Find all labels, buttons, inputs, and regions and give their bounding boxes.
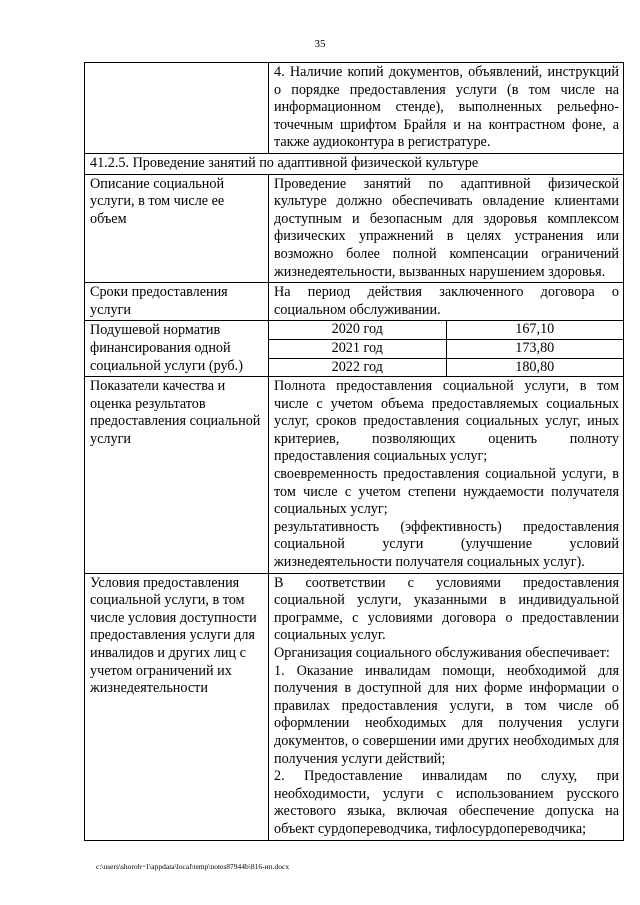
financing-value: 167,10 — [446, 321, 623, 339]
file-path-footer: c:\users\shoroh~1\appdata\local\temp\notes87944b\816-нп.docx — [96, 862, 290, 871]
financing-label: Подушевой норматив финансирования одной социальной услуги (руб.) — [85, 321, 269, 377]
conditions-paragraph: Организация социального обслуживания обеспечивает: — [274, 645, 610, 661]
empty-cell — [85, 63, 269, 154]
service-table — [84, 62, 624, 841]
financing-cell — [269, 321, 624, 377]
conditions-paragraph: 1. Оказание инвалидам помощи, необходимой для получения в доступной для них форме информации о правилах предоставления услуги, в том числе об оформлении необходимых для получения услуги документов, о совершении ими других необходимых для получения услуги действий; — [274, 662, 619, 767]
quality-paragraph: своевременность предоставления социальной услуги, в том числе с учетом степени нуждаемости получателя социальных услуг; — [274, 466, 619, 518]
section-heading: 41.2.5. Проведение занятий по адаптивной физической культуре — [85, 153, 624, 174]
quality-label: Показатели качества и оценка результатов предоставления социальной услуги — [85, 377, 269, 574]
table-row — [85, 153, 624, 174]
quality-paragraph: результативность (эффективность) предоставления социальной услуги (улучшение условий жизнедеятельности получателя социальных услуг). — [274, 518, 619, 571]
financing-year: 2020 год — [269, 321, 446, 339]
financing-value: 173,80 — [446, 339, 623, 358]
conditions-label: Условия предоставления социальной услуги, в том числе условия доступности предоставления услуги для инвалидов и других лиц с учетом ограничений их жизнедеятельности — [85, 573, 269, 840]
financing-year: 2022 год — [269, 358, 446, 376]
description-label: Описание социальной услуги, в том числе ее объем — [85, 174, 269, 283]
financing-row — [269, 358, 623, 376]
page-number: 35 — [314, 38, 326, 50]
terms-label: Сроки предоставления услуги — [85, 283, 269, 321]
financing-value: 180,80 — [515, 358, 555, 375]
table-row — [85, 377, 624, 574]
financing-row — [269, 339, 623, 358]
terms-text: На период действия заключенного договора о социальном обслуживании. — [269, 283, 624, 321]
quality-text — [269, 377, 624, 574]
conditions-paragraph: 2. Предоставление инвалидам по слуху, при необходимости, услуги с использованием русского жестового языка, включая обеспечение допуска на объект сурдопереводчика, тифлосурдопереводчика; — [274, 768, 619, 837]
conditions-paragraph: В соответствии с условиями предоставления социальной услуги, указанными в индивидуальной программе, с условиями договора о предоставлении социальных услуг. — [274, 574, 619, 644]
financing-row — [269, 321, 623, 339]
financing-year: 2021 год — [269, 339, 446, 358]
quality-paragraph: Полнота предоставления социальной услуги, в том числе с учетом объема предоставляемых социальных услуг, сроков предоставления социальных услуг, иных критериев, позволяющих оценить полноту предоставления социальных услуг; — [274, 378, 619, 465]
table-row — [85, 573, 624, 840]
table-row — [85, 321, 624, 377]
conditions-text — [269, 573, 624, 840]
table-row — [85, 63, 624, 154]
continuation-text: 4. Наличие копий документов, объявлений, инструкций о порядке предоставления услуги (в том числе на информационном стенде), выполненных рельефно-точечным шрифтом Брайля и на контрастном фоне, а также аудиоконтура в регистратуре. — [269, 63, 624, 154]
table-row — [85, 283, 624, 321]
financing-table — [269, 321, 623, 376]
description-text: Проведение занятий по адаптивной физической культуре должно обеспечивать овладение клиентами доступным и безопасным для здоровья комплексом физических упражнений в целях устранения или возможно более полной компенсации ограничений жизнедеятельности, вызванных нарушением здоровья. — [269, 174, 624, 283]
table-row — [85, 174, 624, 283]
